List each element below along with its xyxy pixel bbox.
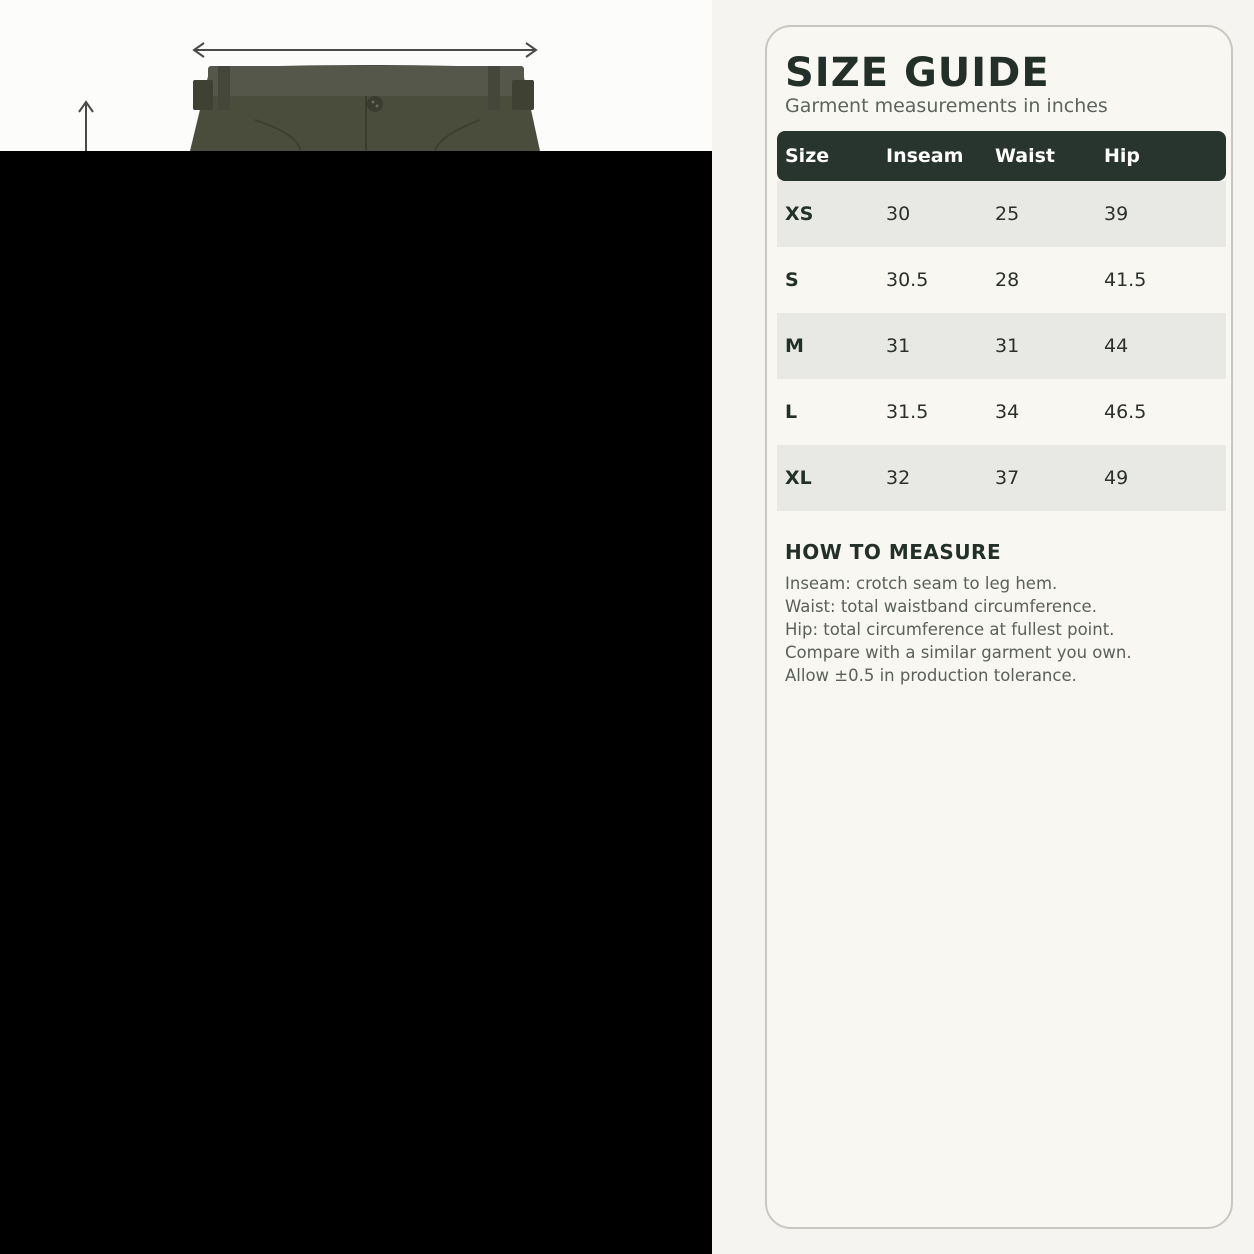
header-waist: Waist — [995, 145, 1056, 167]
size-guide-panel — [765, 25, 1233, 1229]
measure-instruction: Compare with a similar garment you own. — [785, 643, 1132, 662]
cell-size: XS — [785, 203, 814, 225]
image-redacted-area — [0, 151, 764, 1254]
measure-instruction: Inseam: crotch seam to leg hem. — [785, 574, 1058, 593]
cell-hip: 41.5 — [1104, 269, 1147, 291]
cell-waist: 34 — [995, 401, 1020, 423]
waist-measure-arrow-icon — [194, 43, 536, 57]
trousers-image — [190, 65, 540, 151]
table-row — [777, 445, 1226, 511]
table-row — [777, 313, 1226, 379]
cell-size: L — [785, 401, 798, 423]
cell-waist: 25 — [995, 203, 1020, 225]
cell-waist: 31 — [995, 335, 1020, 357]
measure-instruction: Hip: total circumference at fullest point. — [785, 620, 1115, 639]
size-guide-subtitle: Garment measurements in inches — [785, 95, 1108, 117]
cell-hip: 39 — [1104, 203, 1129, 225]
how-to-measure-list — [785, 572, 1132, 687]
cell-hip: 44 — [1104, 335, 1129, 357]
size-guide-title: SIZE GUIDE — [785, 50, 1050, 96]
cell-hip: 49 — [1104, 467, 1129, 489]
table-row — [777, 181, 1226, 247]
how-to-measure-title: HOW TO MEASURE — [785, 540, 1002, 564]
cell-waist: 37 — [995, 467, 1020, 489]
cell-inseam: 31.5 — [886, 401, 929, 423]
cell-size: M — [785, 335, 804, 357]
product-illustration — [0, 0, 712, 151]
measure-instruction: Allow ±0.5 in production tolerance. — [785, 666, 1077, 685]
cell-waist: 28 — [995, 269, 1020, 291]
cell-size: XL — [785, 467, 812, 489]
cell-inseam: 30.5 — [886, 269, 929, 291]
cell-size: S — [785, 269, 799, 291]
size-table-header — [777, 131, 1226, 181]
size-table — [777, 131, 1226, 511]
header-inseam: Inseam — [886, 145, 964, 167]
cell-inseam: 32 — [886, 467, 911, 489]
header-size: Size — [785, 145, 830, 167]
length-measure-arrow-icon — [79, 102, 93, 151]
cell-inseam: 30 — [886, 203, 911, 225]
cell-inseam: 31 — [886, 335, 911, 357]
header-hip: Hip — [1104, 145, 1141, 167]
product-image-area — [0, 0, 712, 151]
table-row — [777, 247, 1226, 313]
cell-hip: 46.5 — [1104, 401, 1147, 423]
button-icon — [367, 96, 383, 112]
measure-instruction: Waist: total waistband circumference. — [785, 597, 1097, 616]
table-row — [777, 379, 1226, 445]
